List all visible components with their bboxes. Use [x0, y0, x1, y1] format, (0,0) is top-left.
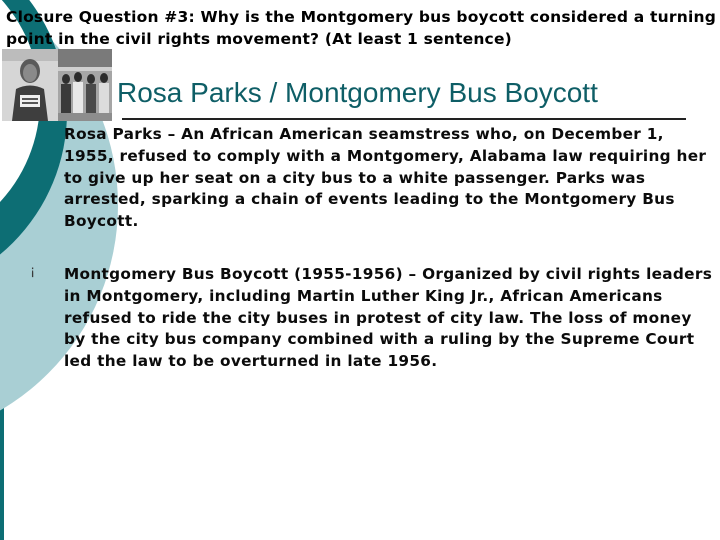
- bullet-text: Montgomery Bus Boycott (1955-1956) – Organized by civil rights leaders in Montgomery, including Martin Luther King Jr., African Americans refused to ride the city buses in protest of city law. The loss of money by the city bus company combined with a ruling by the Supreme Court led the law to be overturned in late 1956.: [64, 264, 713, 371]
- closure-question: Closure Question #3: Why is the Montgomery bus boycott considered a turning point in the civil rights movement? (At least 1 sentence): [6, 8, 716, 48]
- boycott-crowd-photo: [58, 49, 112, 121]
- slide-title: Rosa Parks / Montgomery Bus Boycott: [117, 77, 598, 108]
- bullet-item-bus-boycott: [0, 264, 720, 373]
- rosa-parks-photo: [2, 49, 58, 121]
- title-divider: [122, 118, 686, 120]
- bullet-text: Rosa Parks – An African American seamstress who, on December 1, 1955, refused to comply with a Montgomery, Alabama law requiring her to give up her seat on a city bus to a white passenger. Parks was arrested, sparking a chain of events leading to the Montgomery Bus Boycott.: [64, 125, 707, 231]
- bullet-circle-icon: ¡: [30, 263, 36, 279]
- bullet-item-rosa-parks: [0, 124, 720, 233]
- bullet-list: [0, 124, 720, 373]
